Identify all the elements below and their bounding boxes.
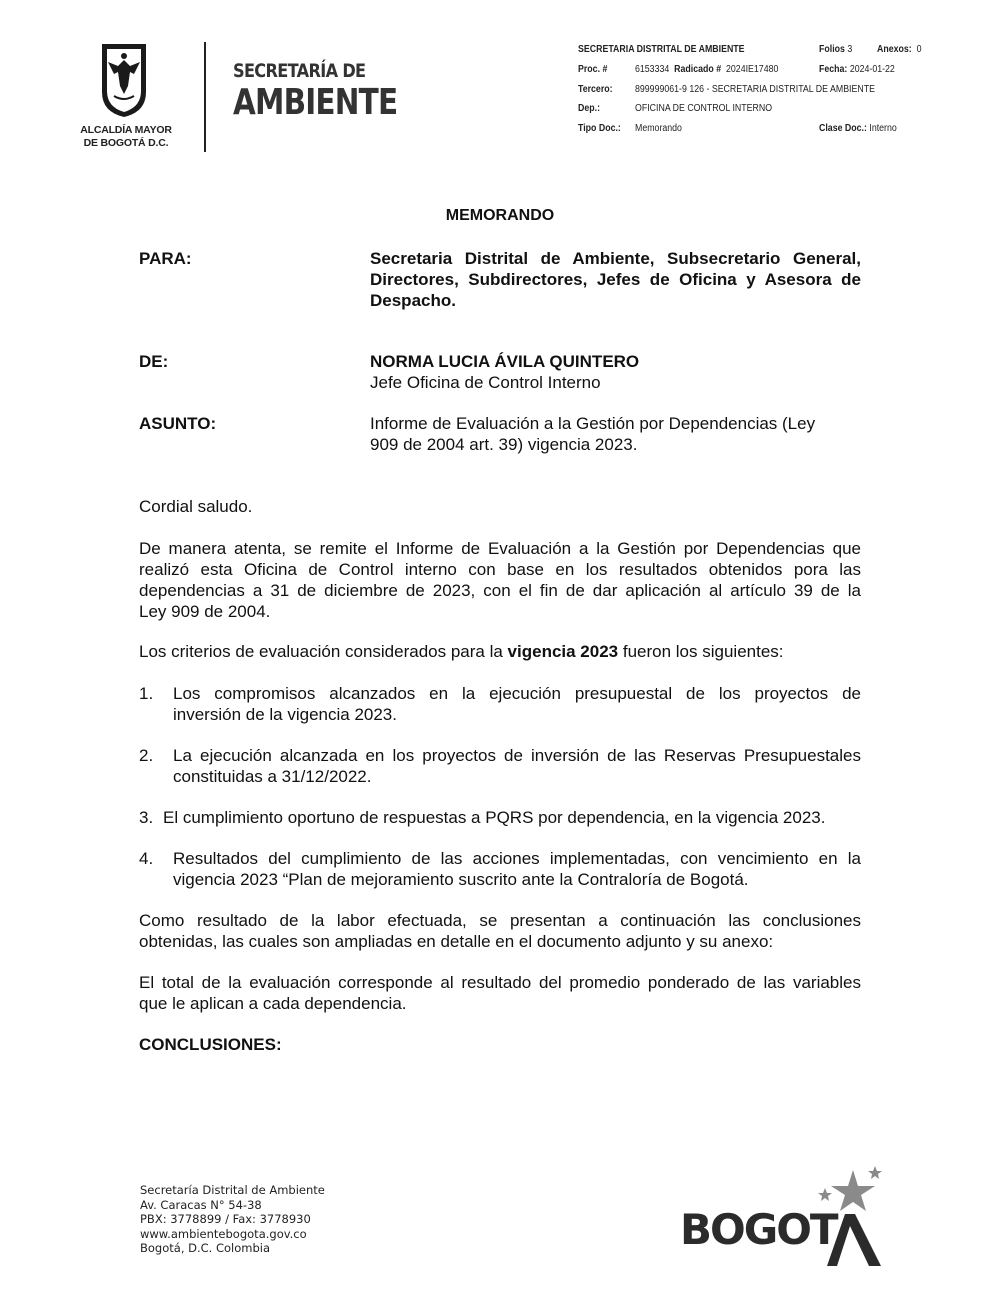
tipo-label: Tipo Doc.: bbox=[578, 123, 621, 134]
asunto-text bbox=[370, 413, 861, 455]
greeting: Cordial saludo. bbox=[139, 497, 253, 516]
clase-value: Interno bbox=[869, 123, 897, 134]
clase-label: Clase Doc.: bbox=[819, 123, 867, 134]
asunto-label: ASUNTO: bbox=[139, 414, 217, 433]
list-item-number: 1. bbox=[139, 684, 154, 703]
de-label: DE: bbox=[139, 352, 169, 371]
proc-label: Proc. # bbox=[578, 64, 608, 75]
asunto-line: 909 de 2004 art. 39) vigencia 2023. bbox=[370, 435, 638, 454]
intro-line: realizó esta Oficina de Control interno con base en los resultados obtenidos pora las bbox=[139, 560, 861, 579]
total-line: que le aplican a cada dependencia. bbox=[139, 994, 407, 1013]
footer-address bbox=[140, 1183, 325, 1256]
fecha-label: Fecha: bbox=[819, 64, 848, 75]
para-recipients bbox=[370, 248, 861, 311]
list-item-number: 4. bbox=[139, 849, 154, 868]
proc-value: 6153334 bbox=[635, 64, 670, 75]
intro-line: De manera atenta, se remite el Informe de Evaluación a la Gestión por Dependencias que bbox=[139, 539, 861, 558]
alcaldia-line-2: DE BOGOTÁ D.C. bbox=[83, 137, 169, 149]
bogota-brand-text: BOGOT bbox=[680, 1205, 837, 1254]
tercero-value: 899999061-9 126 - SECRETARIA DISTRITAL DE AMBIENTE bbox=[635, 84, 875, 95]
sender-role: Jefe Oficina de Control Interno bbox=[370, 373, 601, 392]
list-item-line: Resultados del cumplimiento de las acciones implementadas, con vencimiento en la bbox=[173, 849, 861, 868]
criteria-paragraph bbox=[139, 641, 861, 662]
bogota-brand-logo bbox=[680, 1205, 837, 1254]
sender-name: NORMA LUCIA ÁVILA QUINTERO bbox=[370, 352, 640, 371]
footer-line: Av. Caracas N° 54-38 bbox=[140, 1197, 262, 1212]
radicado-value: 2024IE17480 bbox=[726, 64, 779, 75]
list-item bbox=[163, 807, 861, 828]
list-item bbox=[173, 683, 861, 725]
total-line: El total de la evaluación corresponde al resultado del promedio ponderado de las variables bbox=[139, 973, 861, 992]
memo-title: MEMORANDO bbox=[445, 207, 555, 224]
result-line: Como resultado de la labor efectuada, se presentan a continuación las conclusiones bbox=[139, 911, 861, 930]
intro-paragraph bbox=[139, 538, 861, 622]
intro-line: Ley 909 de 2004. bbox=[139, 602, 271, 621]
alcaldia-logo-text bbox=[80, 124, 172, 150]
dep-value: OFICINA DE CONTROL INTERNO bbox=[635, 103, 773, 114]
footer-line: Bogotá, D.C. Colombia bbox=[140, 1241, 271, 1255]
para-line: Secretaria Distrital de Ambiente, Subsecretario General, bbox=[370, 249, 861, 268]
list-item-line: El cumplimiento oportuno de respuestas a PQRS por dependencia, en la vigencia 2023. bbox=[163, 808, 826, 827]
list-item bbox=[173, 745, 861, 787]
bogota-crest-icon bbox=[100, 42, 148, 118]
intro-line: dependencias a 31 de diciembre de 2023, con el fin de dar aplicación al artículo 39 de la bbox=[139, 581, 861, 600]
asunto-line: Informe de Evaluación a la Gestión por Dependencias (Ley bbox=[370, 414, 816, 433]
para-label: PARA: bbox=[139, 249, 192, 268]
footer-line: Secretaría Distrital de Ambiente bbox=[140, 1183, 325, 1197]
criteria-text: Los criterios de evaluación considerados para la bbox=[139, 642, 508, 661]
total-paragraph bbox=[139, 972, 861, 1014]
para-line: Directores, Subdirectores, Jefes de Oficina y Asesora de bbox=[370, 270, 861, 289]
secretaria-logo-line2: AMBIENTE bbox=[233, 82, 398, 123]
list-item-line: inversión de la vigencia 2023. bbox=[173, 705, 397, 724]
list-item bbox=[173, 848, 861, 890]
list-item-line: Los compromisos alcanzados en la ejecución presupuestal de los proyectos de bbox=[173, 684, 861, 703]
anexos-label: Anexos: bbox=[877, 44, 912, 55]
fecha-value: 2024-01-22 bbox=[849, 64, 895, 75]
result-paragraph bbox=[139, 910, 861, 952]
criteria-bold-text: vigencia 2023 bbox=[507, 642, 619, 661]
footer-line[interactable]: www.ambientebogota.gov.co bbox=[140, 1226, 307, 1241]
list-item-line: vigencia 2023 “Plan de mejoramiento suscrito ante la Contraloría de Bogotá. bbox=[173, 870, 749, 889]
anexos-value: 0 bbox=[916, 44, 922, 55]
logo-divider bbox=[204, 42, 206, 152]
de-sender bbox=[370, 351, 861, 393]
radicado-label: Radicado # bbox=[674, 64, 722, 75]
list-item-number: 3. bbox=[139, 808, 154, 827]
tercero-label: Tercero: bbox=[578, 84, 613, 95]
list-item-line: constituidas a 31/12/2022. bbox=[173, 767, 372, 786]
list-item-number: 2. bbox=[139, 746, 154, 765]
dep-label: Dep.: bbox=[578, 103, 600, 114]
alcaldia-line-1: ALCALDÍA MAYOR bbox=[80, 124, 172, 136]
result-line: obtenidas, las cuales son ampliadas en detalle en el documento adjunto y su anexo: bbox=[139, 932, 774, 951]
folios-label: Folios bbox=[819, 44, 845, 55]
secretaria-logo-line1: SECRETARÍA DE bbox=[233, 60, 366, 82]
tipo-value: Memorando bbox=[635, 123, 682, 134]
bogota-star-a-icon bbox=[815, 1162, 885, 1270]
list-item-line: La ejecución alcanzada en los proyectos de inversión de las Reservas Presupuestales bbox=[173, 746, 861, 765]
footer-line: PBX: 3778899 / Fax: 3778930 bbox=[140, 1212, 311, 1226]
folios-value: 3 bbox=[847, 44, 853, 55]
conclusiones-heading: CONCLUSIONES: bbox=[139, 1035, 282, 1054]
criteria-text-end: fueron los siguientes: bbox=[618, 642, 784, 661]
radicado-entity: SECRETARIA DISTRITAL DE AMBIENTE bbox=[578, 44, 745, 55]
para-line: Despacho. bbox=[370, 291, 456, 310]
